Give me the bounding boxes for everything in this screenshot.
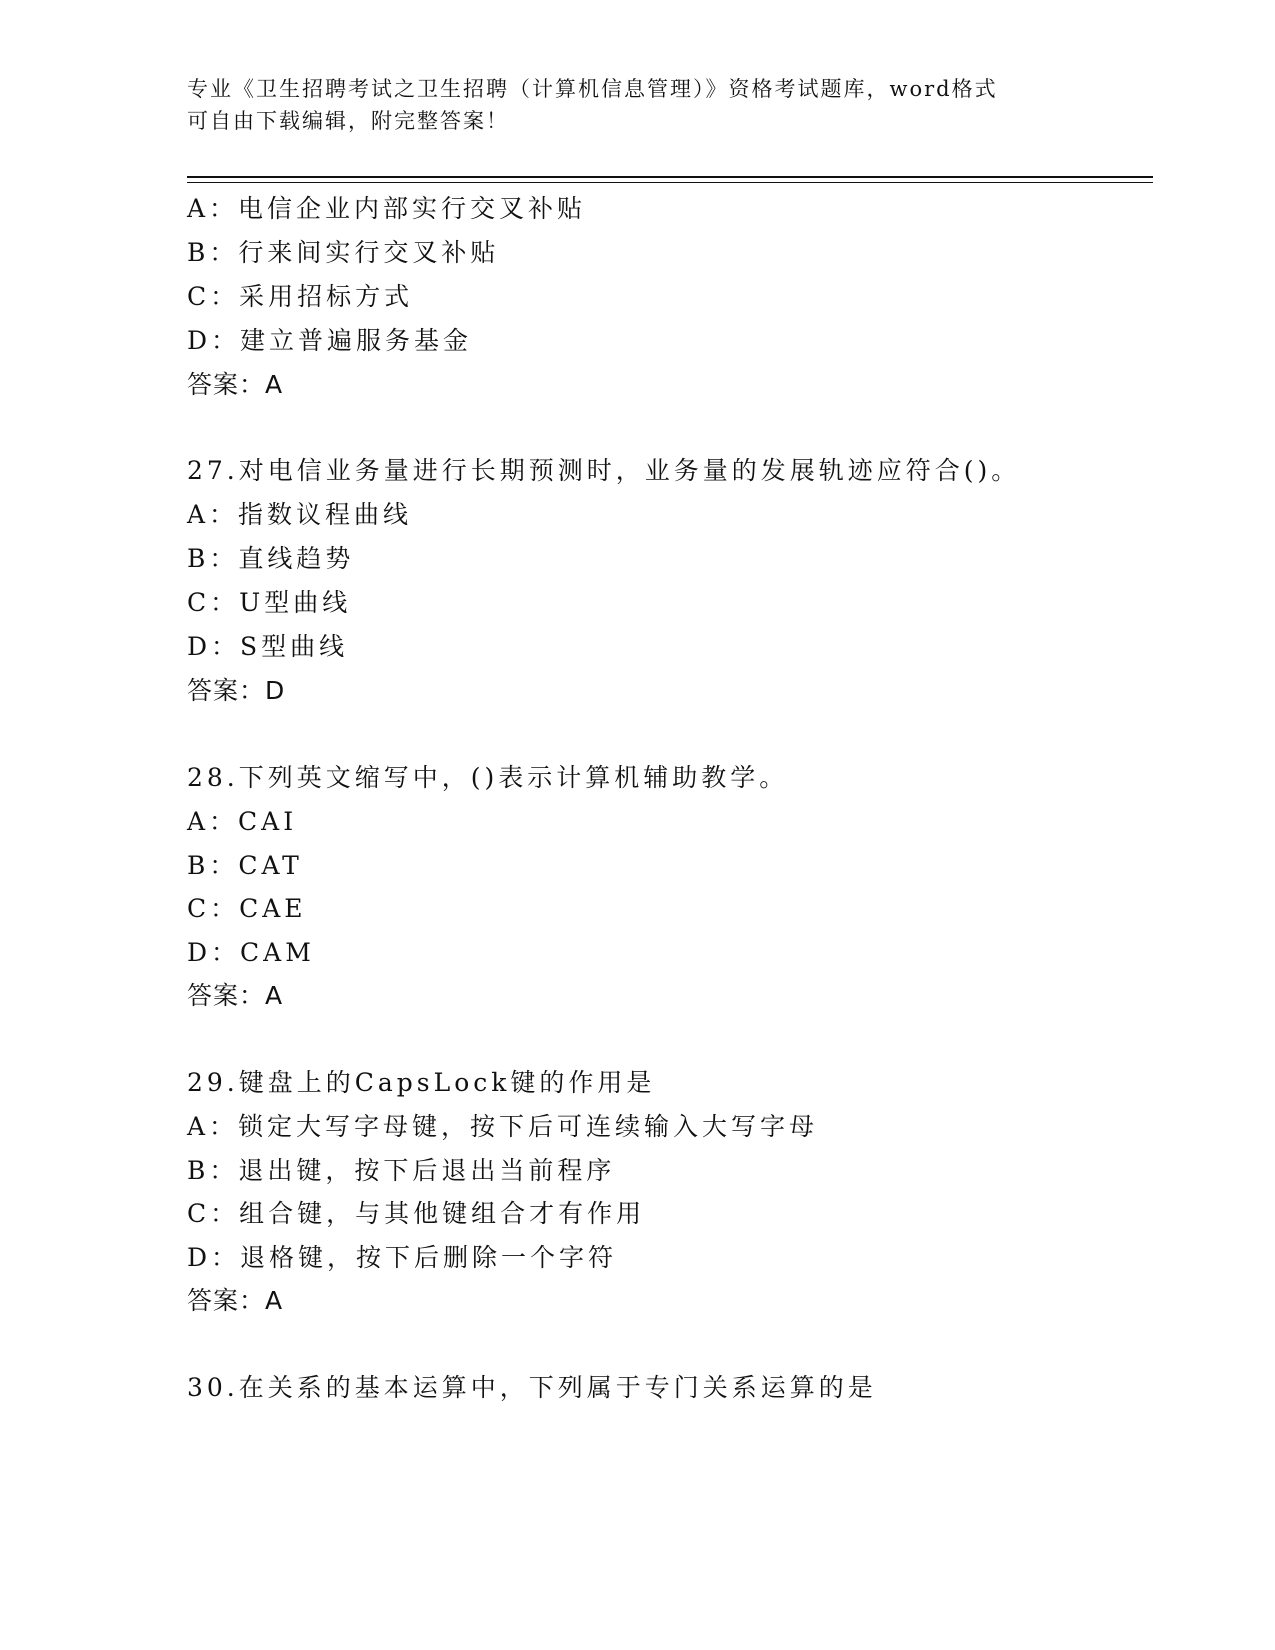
q27-answer: 答案：D: [187, 676, 286, 705]
q29-option-a: A：锁定大写字母键，按下后可连续输入大写字母: [187, 1112, 819, 1141]
q26-option-a: A：电信企业内部实行交叉补贴: [187, 194, 587, 223]
q27-question: 27.对电信业务量进行长期预测时，业务量的发展轨迹应符合()。: [187, 456, 1021, 485]
header-divider-thin: [187, 182, 1153, 183]
header-line-2: 可自由下载编辑，附完整答案！: [187, 109, 509, 133]
q28-answer: 答案：A: [187, 981, 284, 1010]
q29-answer: 答案：A: [187, 1286, 284, 1315]
q29-option-c: C：组合键，与其他键组合才有作用: [187, 1199, 646, 1228]
q29-option-b: B：退出键，按下后退出当前程序: [187, 1156, 616, 1185]
q28-option-a: A：CAI: [187, 807, 298, 836]
q28-question: 28.下列英文缩写中，()表示计算机辅助教学。: [187, 763, 789, 792]
q27-option-b: B：直线趋势: [187, 544, 355, 573]
q28-option-c: C：CAE: [187, 894, 307, 923]
q27-option-a: A：指数议程曲线: [187, 500, 413, 529]
header-divider-thick: [187, 176, 1153, 178]
q26-answer: 答案：A: [187, 370, 284, 399]
q28-option-b: B：CAT: [187, 851, 303, 880]
header-line-1: 专业《卫生招聘考试之卫生招聘（计算机信息管理）》资格考试题库，word格式: [187, 77, 998, 101]
document-header: [187, 73, 1087, 137]
q29-option-d: D：退格键，按下后删除一个字符: [187, 1243, 618, 1272]
q30-question: 30.在关系的基本运算中，下列属于专门关系运算的是: [187, 1373, 877, 1402]
q26-option-b: B：行来间实行交叉补贴: [187, 238, 500, 267]
q29-question: 29.键盘上的CapsLock键的作用是: [187, 1068, 656, 1097]
q28-option-d: D：CAM: [187, 938, 315, 967]
q26-option-d: D：建立普遍服务基金: [187, 326, 473, 355]
q26-option-c: C：采用招标方式: [187, 282, 414, 311]
q27-option-d: D：S型曲线: [187, 632, 349, 661]
q27-option-c: C：U型曲线: [187, 588, 352, 617]
